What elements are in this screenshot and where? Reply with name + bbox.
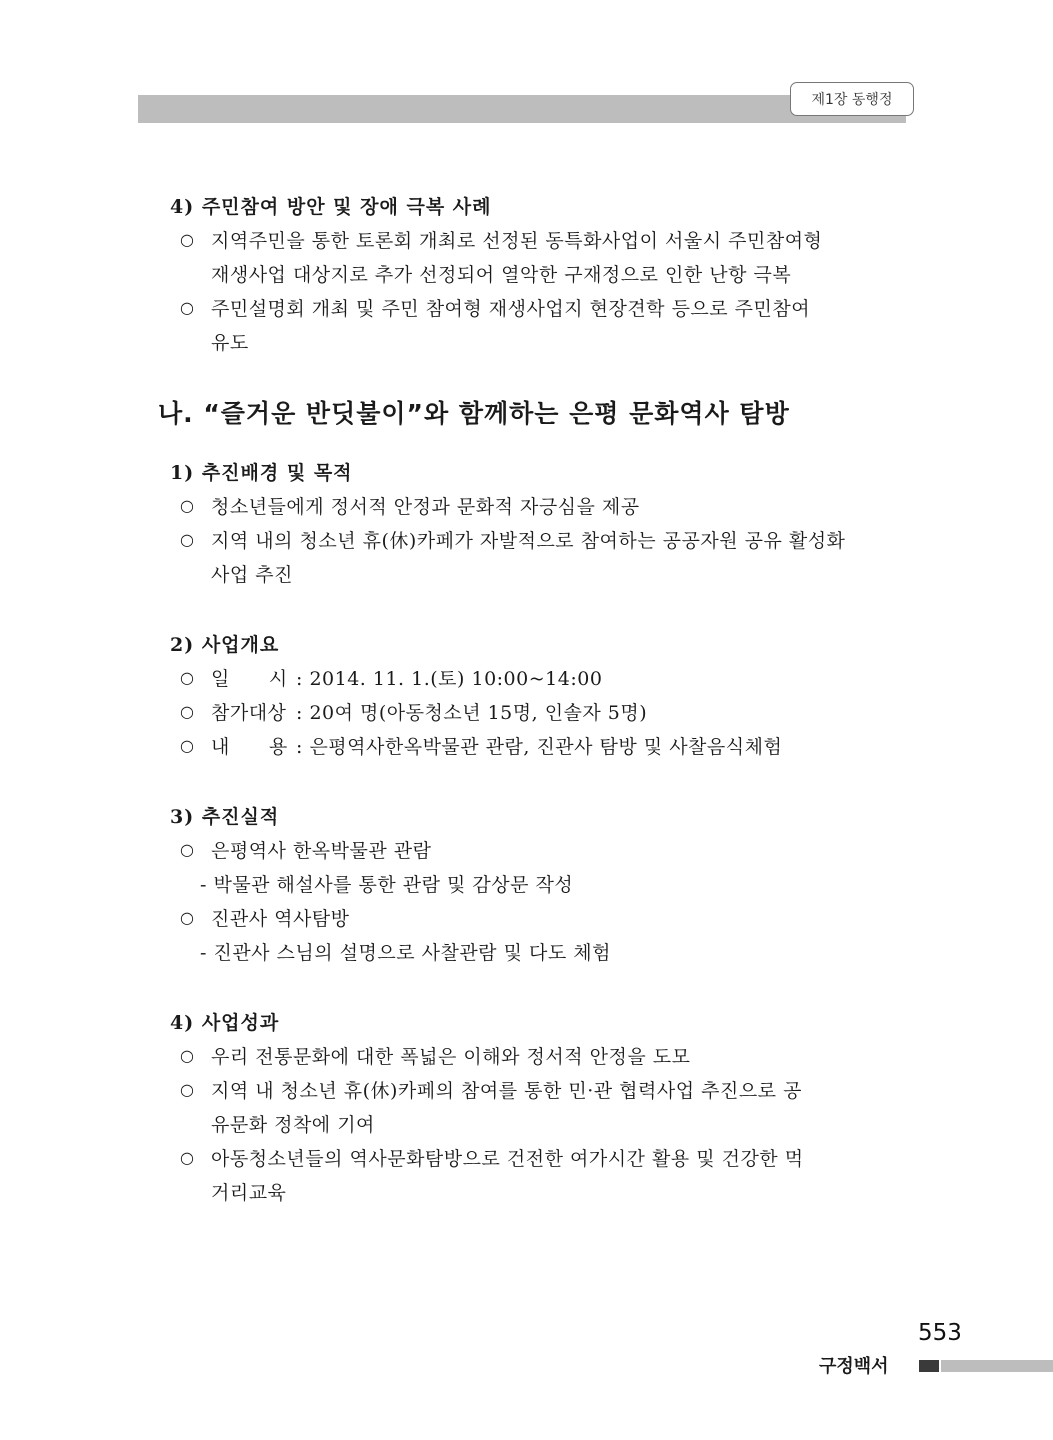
bullet-icon: ○ [180, 1080, 194, 1099]
list-item-cont: 사업 추진 [211, 564, 293, 586]
list-item-cont: 유도 [211, 332, 249, 354]
overview-label: 일 시 [211, 668, 288, 690]
bullet-icon: ○ [180, 702, 194, 721]
bullet-icon: ○ [180, 530, 194, 549]
bullet-icon: ○ [180, 668, 194, 687]
bullet-icon: ○ [180, 1046, 194, 1065]
book-title: 구정백서 [819, 1356, 889, 1377]
overview-value: : 20여 명(아동청소년 15명, 인솔자 5명) [296, 702, 648, 724]
list-item: 주민설명회 개최 및 주민 참여형 재생사업지 현장견학 등으로 주민참여 [211, 298, 811, 320]
footer-bar-dark [919, 1360, 939, 1372]
list-item: 아동청소년들의 역사문화탐방으로 건전한 여가시간 활용 및 건강한 먹 [211, 1148, 804, 1170]
section-heading: 2) 사업개요 [170, 634, 280, 656]
bullet-icon: ○ [180, 840, 194, 859]
sub-item: - 진관사 스님의 설명으로 사찰관람 및 다도 체험 [200, 942, 611, 964]
list-item: 청소년들에게 정서적 안정과 문화적 자긍심을 제공 [211, 496, 640, 518]
list-item-cont: 유문화 정착에 기여 [211, 1114, 375, 1136]
sub-item: - 박물관 해설사를 통한 관람 및 감상문 작성 [200, 874, 574, 896]
bullet-icon: ○ [180, 230, 194, 249]
overview-value: : 은평역사한옥박물관 관람, 진관사 탐방 및 사찰음식체험 [296, 736, 783, 758]
overview-label: 내 용 [211, 736, 288, 758]
list-item: 지역 내 청소년 휴(休)카페의 참여를 통한 민·관 협력사업 추진으로 공 [211, 1080, 802, 1102]
section-heading: 1) 추진배경 및 목적 [170, 462, 353, 484]
list-item-cont: 거리교육 [211, 1182, 287, 1204]
bullet-icon: ○ [180, 496, 194, 515]
main-heading: 나. “즐거운 반딧불이”와 함께하는 은평 문화역사 탐방 [158, 399, 790, 428]
overview-label: 참가대상 [211, 702, 287, 724]
section-heading: 4) 사업성과 [170, 1012, 280, 1034]
bullet-icon: ○ [180, 1148, 194, 1167]
bullet-icon: ○ [180, 908, 194, 927]
section-heading: 3) 추진실적 [170, 806, 280, 828]
page-number: 553 [918, 1320, 962, 1346]
list-item: 우리 전통문화에 대한 폭넓은 이해와 정서적 안정을 도모 [211, 1046, 691, 1068]
overview-value: : 2014. 11. 1.(토) 10:00~14:00 [296, 668, 603, 690]
list-item: 지역 내의 청소년 휴(休)카페가 자발적으로 참여하는 공공자원 공유 활성화 [211, 530, 846, 552]
bullet-icon: ○ [180, 736, 194, 755]
list-item: 진관사 역사탐방 [211, 908, 350, 930]
list-item: 지역주민을 통한 토론회 개최로 선정된 동특화사업이 서울시 주민참여형 [211, 230, 823, 252]
footer-bar-light [941, 1360, 1053, 1372]
list-item-cont: 재생사업 대상지로 추가 선정되어 열악한 구재정으로 인한 난항 극복 [211, 264, 792, 286]
list-item: 은평역사 한옥박물관 관람 [211, 840, 432, 862]
bullet-icon: ○ [180, 298, 194, 317]
section-heading: 4) 주민참여 방안 및 장애 극복 사례 [170, 196, 492, 218]
chapter-tab: 제1장 동행정 [790, 82, 914, 116]
